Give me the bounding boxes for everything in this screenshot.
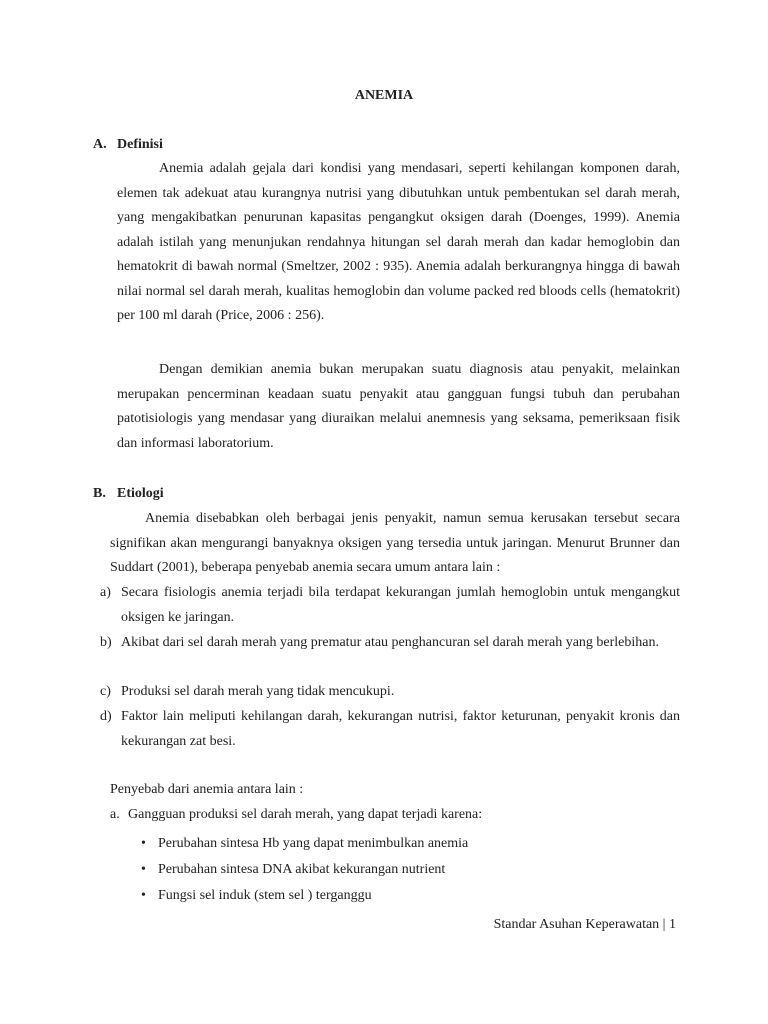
- section-b-heading: [93, 486, 164, 502]
- bullet-text: Fungsi sel induk (stem sel ) terganggu: [158, 888, 372, 903]
- list-item-text: Secara fisiologis anemia terjadi bila terdapat kekurangan jumlah hemoglobin untuk mengangkut oksigen ke jaringan.: [121, 585, 680, 625]
- document-title: ANEMIA: [354, 88, 414, 103]
- bullet-icon: •: [141, 862, 146, 877]
- etiology-list-item: [100, 631, 680, 656]
- list-marker: a): [100, 585, 111, 600]
- list-item-text: Produksi sel darah merah yang tidak mencukupi.: [121, 684, 395, 699]
- bullet-icon: •: [141, 888, 146, 903]
- list-marker: d): [100, 709, 112, 724]
- page-footer: Standar Asuhan Keperawatan | 1: [493, 917, 676, 932]
- bullet-item: [141, 832, 468, 856]
- list-marker: b): [100, 635, 112, 650]
- section-b-number: B.: [93, 486, 106, 501]
- definition-paragraph-2: Dengan demikian anemia bukan merupakan suatu diagnosis atau penyakit, melainkan merupakan pencerminan keadaan suatu penyakit atau gangguan fungsi tubuh dan perubahan patotisiologis yang mendasar yang diuraikan melalui anemnesis yang seksama, pemeriksaan fisik dan informasi laboratorium.: [117, 362, 680, 451]
- bullet-text: Perubahan sintesa DNA akibat kekurangan nutrient: [158, 862, 446, 877]
- list-item-text: Akibat dari sel darah merah yang prematur atau penghancuran sel darah merah yang berlebihan.: [121, 635, 659, 650]
- definition-paragraph-1: Anemia adalah gejala dari kondisi yang mendasari, seperti kehilangan komponen darah, elemen tak adekuat atau kurangnya nutrisi yang dibutuhkan untuk pembentukan sel darah merah, yang mengakibatkan penurunan kapasitas pengangkut oksigen darah (Doenges, 1999). Anemia adalah istilah yang menunjukan rendahnya hitungan sel darah merah dan kadar hemoglobin dan hematokrit di bawah normal (Smeltzer, 2002 : 935). Anemia adalah berkurangnya hingga di bawah nilai normal sel darah merah, kualitas hemoglobin dan volume packed red bloods cells (hematokrit) per 100 ml darah (Price, 2006 : 256).: [117, 161, 680, 323]
- cause-a-text: Gangguan produksi sel darah merah, yang dapat terjadi karena:: [128, 807, 483, 822]
- bullet-item: [141, 884, 372, 908]
- etiology-intro-paragraph: Anemia disebabkan oleh berbagai jenis penyakit, namun semua kerusakan tersebut secara signifikan akan mengurangi banyaknya oksigen yang tersedia untuk jaringan. Menurut Brunner dan Suddart (2001), beberapa penyebab anemia secara umum antara lain :: [110, 511, 680, 575]
- list-item-text: Faktor lain meliputi kehilangan darah, kekurangan nutrisi, faktor keturunan, penyakit kronis dan kekurangan zat besi.: [121, 709, 680, 749]
- etiology-list-item: [100, 680, 680, 705]
- list-marker: c): [100, 684, 111, 699]
- bullet-icon: •: [141, 836, 146, 851]
- cause-a-marker: a.: [110, 807, 120, 822]
- section-a-heading: [93, 137, 163, 153]
- etiology-list-item: [100, 705, 680, 754]
- bullet-item: [141, 858, 445, 882]
- causes-intro: Penyebab dari anemia antara lain :: [110, 782, 304, 797]
- bullet-text: Perubahan sintesa Hb yang dapat menimbulkan anemia: [158, 836, 469, 851]
- section-b-title: Etiologi: [117, 486, 164, 501]
- etiology-list-item: [100, 581, 680, 630]
- section-a-title: Definisi: [117, 137, 163, 152]
- cause-a: [110, 803, 482, 827]
- section-a-number: A.: [93, 137, 107, 152]
